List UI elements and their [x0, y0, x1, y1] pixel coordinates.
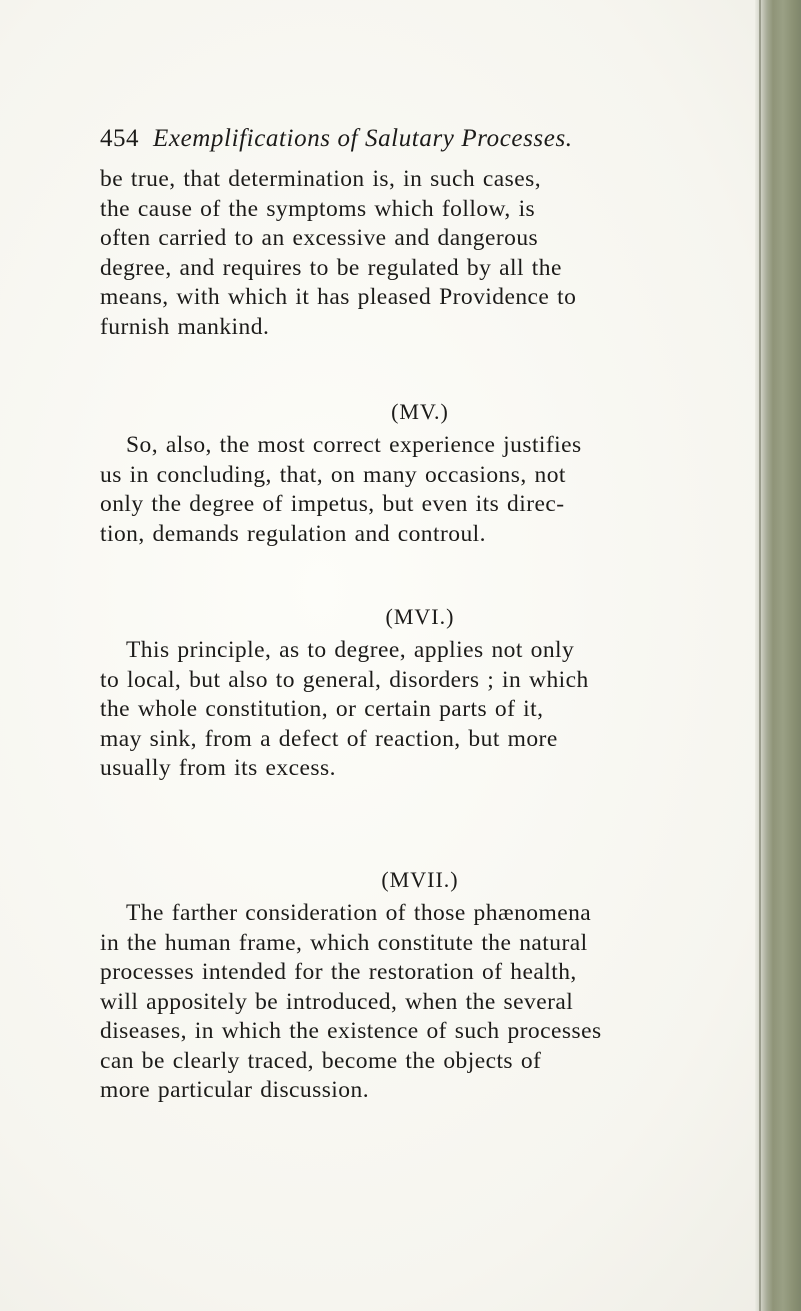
- section-heading-mv: (MV.): [391, 399, 449, 424]
- section-heading-mvi: (MVI.): [385, 604, 455, 629]
- paragraph-mvii: [100, 899, 740, 1106]
- section-heading-mvii: (MVII.): [381, 867, 459, 892]
- text-line: often carried to an excessive and dangerous: [100, 225, 539, 251]
- text-line: only the degree of impetus, but even its direc-: [100, 491, 565, 517]
- paragraph-mv: [100, 431, 740, 549]
- page-number: 454: [100, 125, 139, 152]
- text-line: the cause of the symptoms which follow, is: [100, 195, 536, 222]
- text-line: degree, and requires to be regulated by all the: [100, 254, 562, 281]
- text-line: This principle, as to degree, applies not only: [126, 637, 575, 663]
- text-line: us in concluding, that, on many occasions, not: [100, 461, 566, 488]
- text-line: means, with which it has pleased Providence to: [100, 284, 577, 310]
- text-line: may sink, from a defect of reaction, but more: [100, 725, 558, 752]
- text-line: be true, that determination is, in such cases,: [100, 166, 542, 192]
- text-line: furnish mankind.: [100, 313, 270, 340]
- text-line: can be clearly traced, become the objects of: [100, 1047, 542, 1074]
- running-title: Exemplifications of Salutary Processes.: [153, 125, 573, 152]
- text-line: more particular discussion.: [100, 1077, 370, 1103]
- paragraph-mvi: [100, 636, 740, 784]
- text-line: The farther consideration of those phænomena: [126, 900, 592, 926]
- paragraph-continuation: [100, 165, 740, 342]
- text-line: to local, but also to general, disorders ; in which: [100, 666, 589, 693]
- text-line: diseases, in which the existence of such processes: [100, 1018, 602, 1044]
- text-line: in the human frame, which constitute the natural: [100, 929, 588, 956]
- running-head: [100, 123, 740, 157]
- text-line: usually from its excess.: [100, 755, 336, 781]
- text-line: So, also, the most correct experience justifies: [126, 432, 582, 458]
- text-line: tion, demands regulation and controul.: [100, 520, 486, 547]
- text-line: will appositely be introduced, when the several: [100, 988, 574, 1015]
- text-line: processes intended for the restoration of health,: [100, 959, 577, 985]
- book-binding-edge: [755, 0, 801, 1311]
- text-line: the whole constitution, or certain parts of it,: [100, 696, 544, 722]
